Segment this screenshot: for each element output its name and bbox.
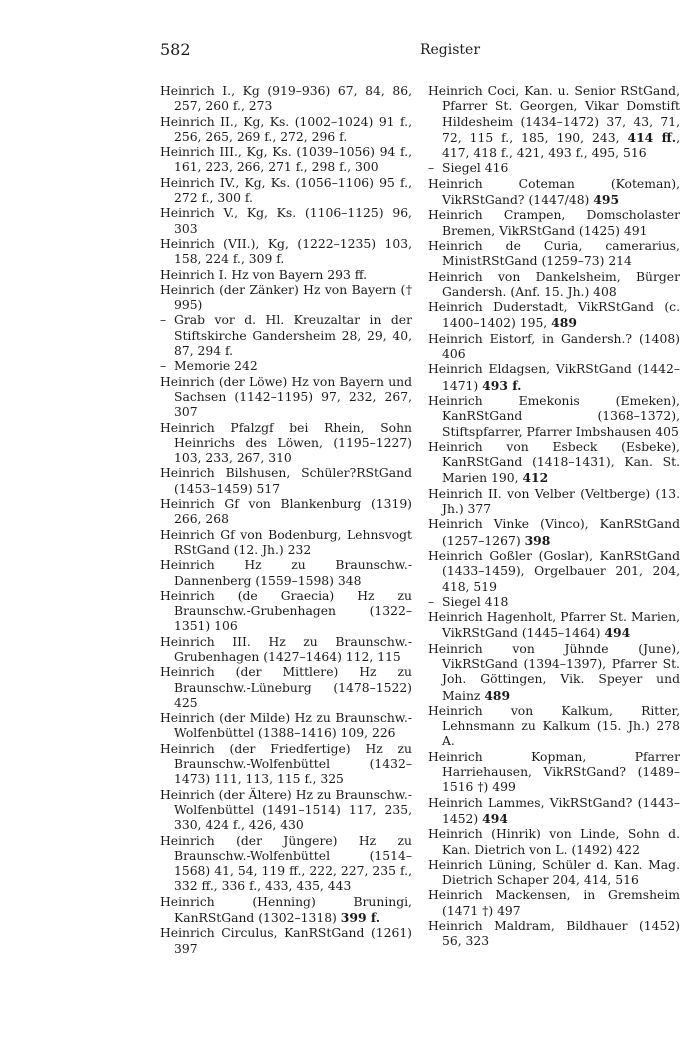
subentry-dash: – [428,161,435,176]
index-entry: Heinrich Hagenholt, Pfarrer St. Marien, VikRStGand (1445–1464) 494 [428,610,680,641]
index-subentry: – Grab vor d. Hl. Kreuzaltar in der Stiftskirche Gandersheim 28, 29, 40, 87, 294 f. [160,313,412,359]
index-subentry: – Siegel 416 [428,161,509,176]
index-entry: Heinrich Coci, Kan. u. Senior RStGand, Pfarrer St. Georgen, Vikar Domstift Hildesheim (1434–1472) 37, 43, 71, 72, 115 f., 185, 190, 243, 414 ff., 417, 418 f., 421, 493 f., 495, 516 [428,84,680,161]
index-entry: Heinrich (de Graecia) Hz zu Braunschw.-Grubenhagen (1322–1351) 106 [160,588,412,634]
main-reference: 493 f. [482,377,522,393]
main-reference: 495 [593,192,620,208]
subentry-dash: – [160,313,167,328]
index-entry: Heinrich (der Friedfertige) Hz zu Braunschw.-Wolfenbüttel (1432–1473) 111, 113, 115 f., 325 [160,741,412,787]
index-entry: Heinrich Gf von Blankenburg (1319) 266, 268 [160,497,412,527]
index-entry: Heinrich Vinke (Vinco), KanRStGand (1257–1267) 398 [428,517,680,548]
main-reference: 494 [482,810,508,826]
main-reference: 489 [484,687,511,703]
index-entry: Heinrich von Esbeck (Esbeke), KanRStGand (1418–1431), Kan. St. Marien 190, 412 [428,439,680,486]
subentry-dash: – [428,594,435,609]
index-entry: Heinrich Kopman, Pfarrer Harriehausen, VikRStGand? (1489–1516 †) 499 [428,749,680,795]
index-entry: Heinrich (der Mittlere) Hz zu Braunschw.-Lüneburg (1478–1522) 425 [160,665,412,710]
main-reference: 489 [551,315,577,331]
index-entry: Heinrich Bilshusen, Schüler?RStGand (1453–1459) 517 [160,466,412,496]
index-entry: Heinrich V., Kg, Ks. (1106–1125) 96, 303 [160,206,412,236]
running-title: Register [419,42,481,58]
index-entry: Heinrich Maldram, Bildhauer (1452) 56, 323 [428,919,680,949]
index-entry: Heinrich (der Milde) Hz zu Braunschw.-Wolfenbüttel (1388–1416) 109, 226 [160,711,412,741]
index-subentry: – Memorie 242 [160,359,258,374]
index-entry: Heinrich I. Hz von Bayern 293 ff. [160,267,368,282]
index-entry: Heinrich (der Ältere) Hz zu Braunschw.-Wolfenbüttel (1491–1514) 117, 235, 330, 424 f., 426, 430 [160,787,412,833]
index-entry: Heinrich Goßler (Goslar), KanRStGand (1433–1459), Orgelbauer 201, 204, 418, 519 [428,548,680,594]
index-entry: Heinrich Emekonis (Emeken), KanRStGand (1368–1372), Stiftspfarrer, Pfarrer Imbshausen 405 [428,393,680,439]
index-entry: Heinrich Coteman (Koteman), VikRStGand? (1447/48) 495 [428,176,680,208]
index-entry: Heinrich Pfalzgf bei Rhein, Sohn Heinrichs des Löwen, (1195–1227) 103, 233, 267, 310 [160,420,412,466]
index-entry: Heinrich von Kalkum, Ritter, Lehnsmann zu Kalkum (15. Jh.) 278 A. [428,703,680,749]
main-reference: 494 [604,625,631,641]
index-entry: Heinrich (der Zänker) Hz von Bayern († 995) [160,282,412,313]
index-entry: Heinrich Hz zu Braunschw.-Dannenberg (1559–1598) 348 [160,558,412,588]
index-entry: Heinrich Gf von Bodenburg, Lehnsvogt RStGand (12. Jh.) 232 [160,527,412,557]
index-entry: Heinrich von Dankelsheim, Bürger Gandersh. (Anf. 15. Jh.) 408 [428,269,680,299]
index-entry: Heinrich von Jühnde (June), VikRStGand (1394–1397), Pfarrer St. Joh. Göttingen, Vik. Speyer und Mainz 489 [428,641,680,703]
index-entry: Heinrich Circulus, KanRStGand (1261) 397 [160,926,412,956]
index-subentry: – Siegel 418 [428,594,509,609]
main-reference: 414 ff. [627,129,677,145]
index-entry: Heinrich III., Kg, Ks. (1039–1056) 94 f., 161, 223, 266, 271 f., 298 f., 300 [160,145,412,175]
main-reference: 399 f. [340,910,381,926]
index-entry: Heinrich III. Hz zu Braunschw.-Grubenhagen (1427–1464) 112, 115 [160,634,412,664]
index-entry: Heinrich Crampen, Domscholaster Bremen, VikRStGand (1425) 491 [428,208,680,238]
page-number: 582 [160,40,191,59]
index-entry: Heinrich (Hinrik) von Linde, Sohn d. Kan. Dietrich von L. (1492) 422 [428,827,680,857]
index-entry: Heinrich (VII.), Kg, (1222–1235) 103, 158, 224 f., 309 f. [160,236,412,267]
main-reference: 412 [522,470,549,486]
subentry-dash: – [160,359,167,374]
index-entry: Heinrich IV., Kg, Ks. (1056–1106) 95 f., 272 f., 300 f. [160,175,412,206]
index-entry: Heinrich (der Jüngere) Hz zu Braunschw.-Wolfenbüttel (1514–1568) 41, 54, 119 ff., 222, 227, 235 f., 332 ff., 336 f., 433, 435, 443 [160,833,412,894]
index-entry: Heinrich Lammes, VikRStGand? (1443–1452) 494 [428,795,680,826]
index-entry: Heinrich Eldagsen, VikRStGand (1442–1471) 493 f. [428,362,680,393]
index-entry: Heinrich II. von Velber (Veltberge) (13. Jh.) 377 [428,486,680,517]
index-entry: Heinrich Eistorf, in Gandersh.? (1408) 406 [428,331,680,362]
index-entry: Heinrich II., Kg, Ks. (1002–1024) 91 f., 256, 265, 269 f., 272, 296 f. [160,114,412,144]
index-entry: Heinrich Mackensen, in Gremsheim (1471 †) 497 [428,888,680,918]
index-column-left [160,84,412,957]
index-entry: Heinrich (Henning) Bruningi, KanRStGand (1302–1318) 399 f. [160,894,412,926]
index-entry: Heinrich (der Löwe) Hz von Bayern und Sachsen (1142–1195) 97, 232, 267, 307 [160,374,412,420]
index-entry: Heinrich Duderstadt, VikRStGand (c. 1400–1402) 195, 489 [428,300,680,331]
index-column-right [428,84,680,950]
index-entry: Heinrich I., Kg (919–936) 67, 84, 86, 257, 260 f., 273 [160,84,412,114]
main-reference: 398 [524,532,551,548]
index-entry: Heinrich Lüning, Schüler d. Kan. Mag. Dietrich Schaper 204, 414, 516 [428,857,680,888]
running-header [160,40,680,64]
index-entry: Heinrich de Curia, camerarius, MinistRStGand (1259–73) 214 [428,238,680,269]
